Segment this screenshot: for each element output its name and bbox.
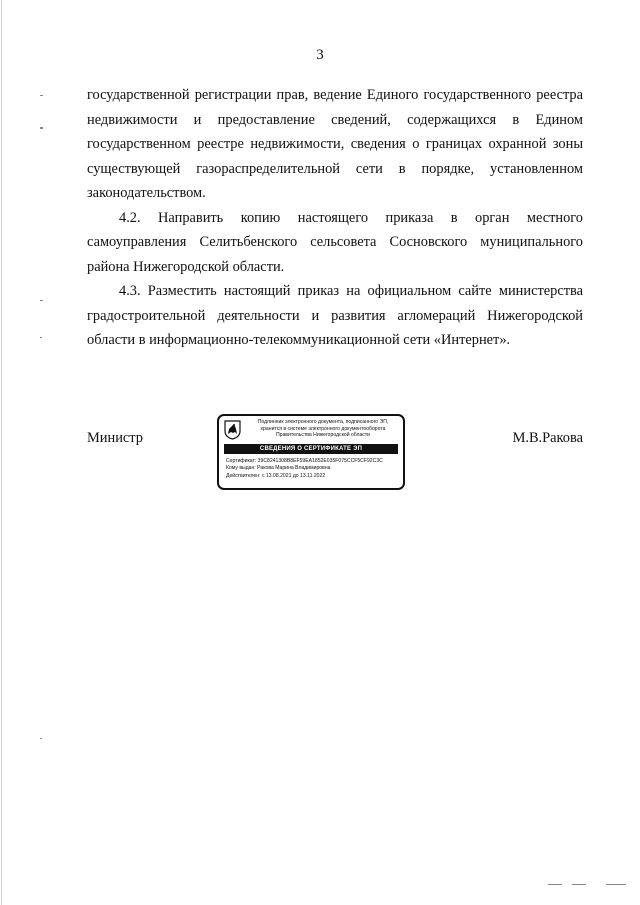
scan-dash [548,884,562,885]
stamp-header-line: Подлинник электронного документа, подписанного ЭП, [257,419,389,425]
coat-of-arms-icon [224,420,241,440]
stamp-header-line: Правительства Нижегородской области [275,432,371,439]
paragraph-4-1-continuation: государственной регистрации прав, ведение Единого государственного реестра недвижимости и предоставление сведений, содержащихся в Едином государственном реестре недвижимости, сведения о границах охранной зоны существующей газораспределительной сети в порядке, установленном законодательством. [87,87,583,201]
stamp-header-line: хранится в системе электронного документооборота [260,425,386,432]
page-number: 3 [316,47,324,63]
certificate-owner: Кому выдан: Ракова Марина Владимировна [226,465,331,472]
certificate-validity: Действителен: с 13.08.2021 до 13.11.2022 [226,472,326,479]
stamp-header [245,419,401,439]
paragraph-4-3: 4.3. Разместить настоящий приказ на официальном сайте министерства градостроительной деятельности и развития агломераций Нижегородской области в информационно-телекоммуникационной сети «Интернет». [87,283,583,348]
body-text [87,83,583,353]
scan-dash [606,884,626,885]
scan-dash [572,884,586,885]
scan-speck [40,95,43,96]
signer-name: М.В.Ракова [512,430,583,446]
stamp-banner: СВЕДЕНИЯ О СЕРТИФИКАТЕ ЭП [224,444,398,454]
scan-speck [40,337,42,338]
electronic-signature-stamp [217,414,405,490]
scan-speck [40,300,43,301]
scan-speck [40,127,43,129]
paragraph-4-2: 4.2. Направить копию настоящего приказа в орган местного самоуправления Селитьбенского сельсовета Сосновского муниципального района Нижегородской области. [87,209,583,275]
signer-title: Министр [87,430,143,446]
certificate-details [226,458,402,480]
certificate-number: Сертификат: 39C8241308B8EF59EA1852E035F075CCF5CF92C3C [226,458,383,464]
scan-edge-line [1,0,2,905]
scan-speck [40,738,42,739]
